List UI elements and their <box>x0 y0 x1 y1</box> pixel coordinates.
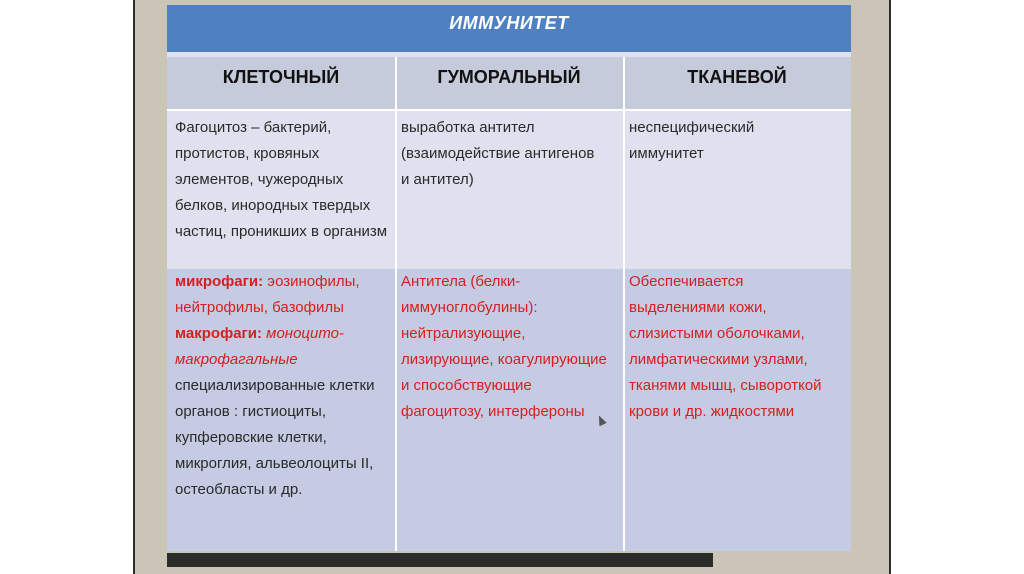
right-margin <box>891 0 1024 574</box>
table-header-row <box>167 57 851 109</box>
immunity-slide <box>167 5 851 551</box>
bottom-scrollbar[interactable] <box>167 553 713 567</box>
cell-cellular-row1: Фагоцитоз – бактерий, протистов, кровяных элементов, чужеродных белков, инородных твердых частиц, проникших в организм <box>175 119 388 240</box>
microphages-label: микрофаги: <box>175 273 264 290</box>
column-header-tissue <box>623 57 851 109</box>
column-header-label: ТКАНЕВОЙ <box>687 67 787 87</box>
row-divider <box>167 109 851 111</box>
column-divider <box>395 57 397 551</box>
macrophages-text: моноцито-макрофагальные <box>175 325 344 368</box>
cell-humoral-row2: Антитела (белки-иммуноглобулины): нейтрализующие, лизирующие, коагулирующие и способствующие фагоцитозу, интерфероны <box>401 273 607 420</box>
table-row <box>167 109 851 269</box>
cell-tissue-row1: неспецифический иммунитет <box>629 119 755 162</box>
cell-humoral-row1: выработка антител (взаимодействие антигенов и антител) <box>401 119 595 188</box>
specialized-cells-text: специализированные клетки органов : гистиоциты, купферовские клетки, микроглия, альвеолоциты II, остеобласты и др. <box>175 377 375 498</box>
column-header-humoral <box>395 57 623 109</box>
title-bar <box>167 5 851 52</box>
column-header-label: КЛЕТОЧНЫЙ <box>222 67 340 87</box>
left-margin <box>0 0 133 574</box>
microphages-text: эозинофилы, нейтрофилы, базофилы <box>175 273 360 316</box>
table-row <box>167 269 851 551</box>
column-header-cellular <box>167 57 395 109</box>
stage-left-border <box>133 0 135 574</box>
slide-title: ИММУНИТЕТ <box>449 13 569 33</box>
column-divider <box>623 57 625 551</box>
macrophages-label: макрофаги: <box>175 325 263 342</box>
cell-cellular-row2 <box>175 269 389 503</box>
column-header-label: ГУМОРАЛЬНЫЙ <box>437 67 581 87</box>
cell-tissue-row2: Обеспечивается выделениями кожи, слизистыми оболочками, лимфатическими узлами, тканями мышц, сывороткой крови и др. жидкостями <box>629 273 822 420</box>
